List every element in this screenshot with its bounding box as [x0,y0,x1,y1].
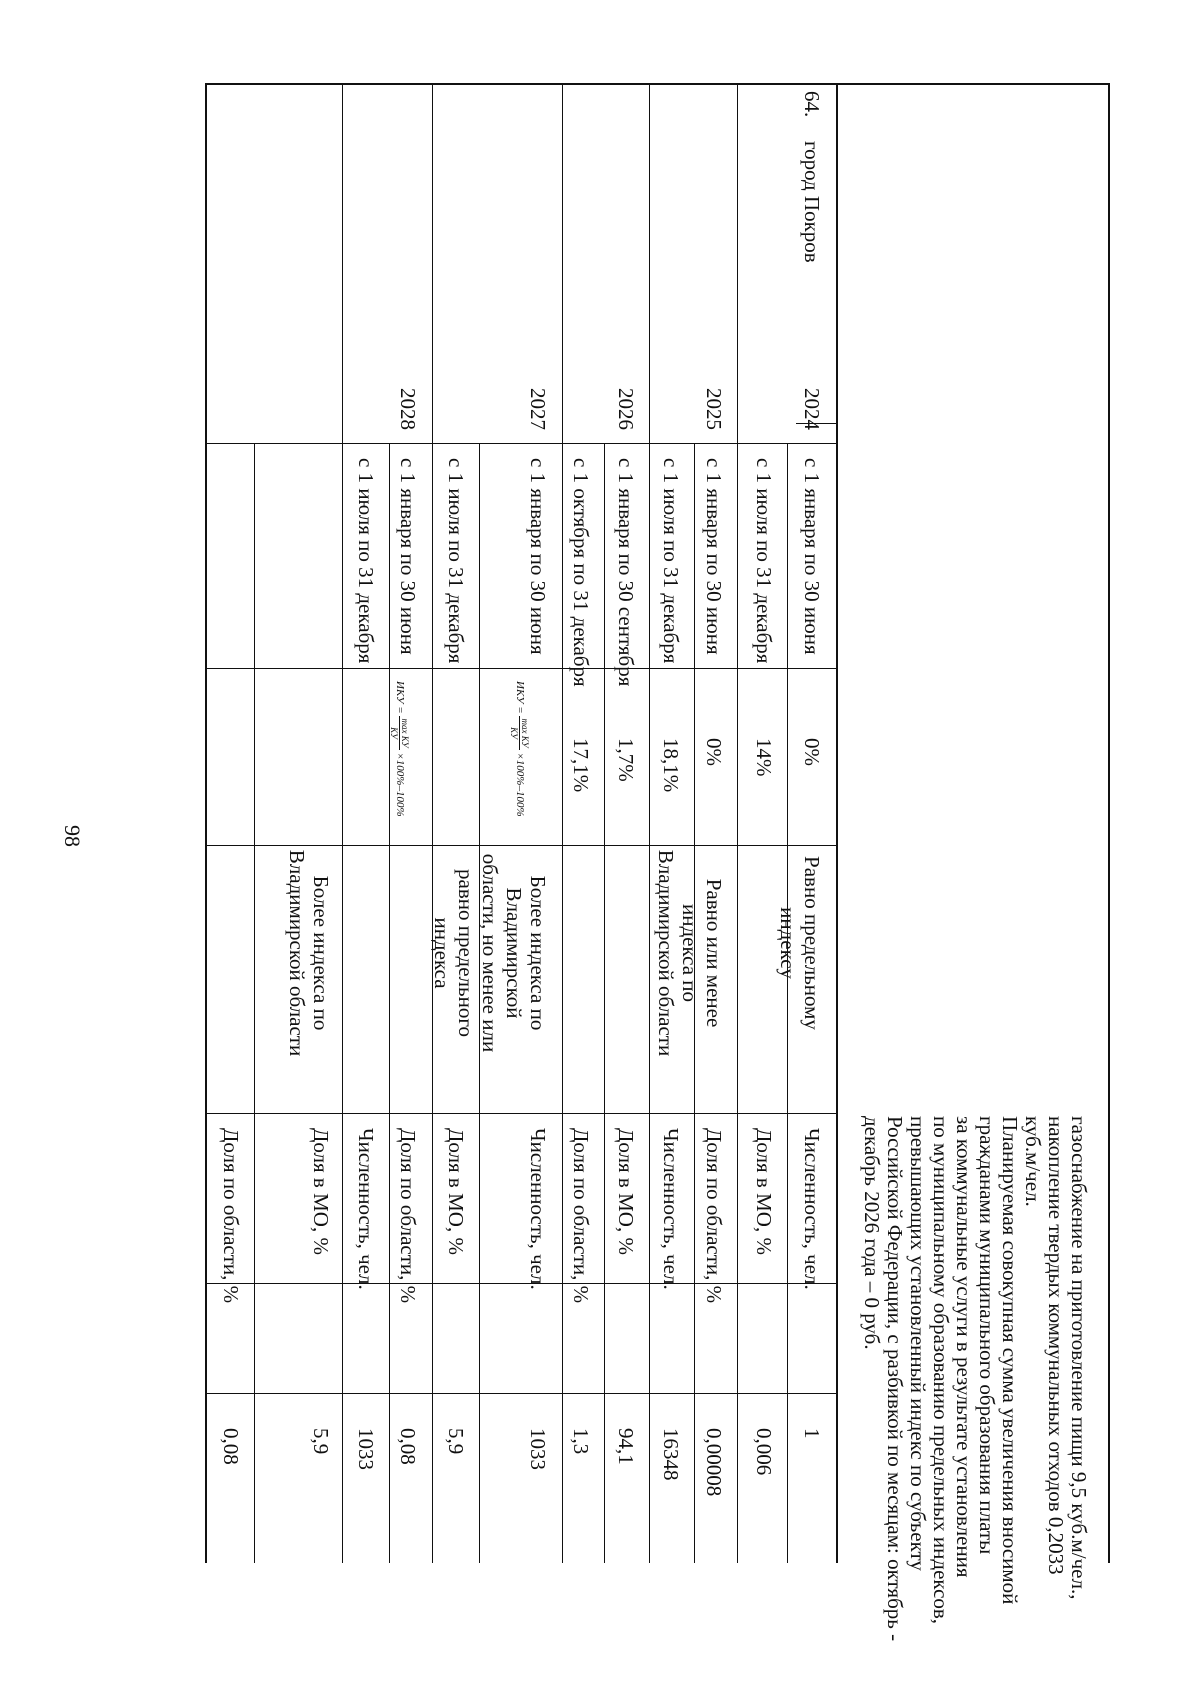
description-line: по муниципальному образованию предельных индексов, [929,1116,953,1625]
row-line [562,83,563,1563]
index-value: 18,1% [659,738,683,793]
period-cell: с 1 января по 30 сентября [614,458,638,687]
metric-label: Доля по области, % [219,1128,243,1304]
row-line [254,443,255,1563]
description-line: Планируемая совокупная сумма увеличения вносимой [998,1116,1022,1605]
description-line: превышающих установленный индекс по субъекту [906,1116,930,1571]
metric-value: 94,1 [614,1428,638,1465]
metric-label: Численность, чел. [526,1128,550,1290]
metric-value: 5,9 [444,1428,468,1455]
index-value: 17,1% [569,738,593,793]
index-value: 0% [800,738,824,766]
row-number: 64. [800,91,824,118]
column-divider [205,668,838,669]
table-border-bottom [206,83,208,1563]
municipality-name: город Покров [800,141,824,263]
index-value: 14% [752,738,776,777]
column-divider [205,1113,838,1114]
metric-value: 5,9 [309,1428,333,1455]
row-line [432,83,433,1563]
row-line [604,443,605,1563]
year-cell: 2026 [614,388,638,430]
period-cell: с 1 июля по 31 декабря [354,458,378,664]
row-line [342,83,343,1563]
metric-value: 1 [800,1428,824,1439]
metric-label: Доля по области, % [396,1128,420,1304]
metric-value: 1033 [526,1428,550,1470]
header-separator [837,83,839,1563]
metric-label: Доля по области, % [569,1128,593,1304]
metric-value: 1,3 [569,1428,593,1455]
period-cell: с 1 января по 30 июня [702,458,726,655]
year-cell: 2025 [702,388,726,430]
index-value: 1,7% [614,738,638,782]
period-cell: с 1 января по 30 июня [526,458,550,655]
period-cell: с 1 октября по 31 декабря [569,458,593,687]
metric-label: Доля в МО, % [752,1128,776,1255]
row-line [389,443,390,1563]
description-line: куб.м/чел. [1021,1116,1045,1207]
period-cell: с 1 июля по 31 декабря [444,458,468,664]
metric-label: Численность, чел. [354,1128,378,1290]
metric-value: 0,08 [396,1428,420,1465]
formula-2028: ИКУ = max КУ КУ ×100%–100% [389,681,410,817]
period-cell: с 1 января по 30 июня [800,458,824,655]
rotated-table [205,83,1110,1642]
metric-value: 0,006 [752,1428,776,1476]
column-divider [205,1393,838,1394]
metric-label: Доля в МО, % [309,1128,333,1255]
description-line: за коммунальные услуги в результате установления [952,1116,976,1578]
column-divider [205,845,838,846]
description-line: декабрь 2026 года – 0 руб. [860,1116,884,1350]
row-line [649,83,650,1563]
metric-value: 0,08 [219,1428,243,1465]
group-label: Более индекса по Владимирской области, но менее или равно предельного индекса [430,853,550,1053]
metric-label: Доля в МО, % [614,1128,638,1255]
page-number: 98 [60,825,85,847]
description-line: газоснабжение на приготовление пищи 9,5 куб.м/чел., [1067,1116,1091,1600]
table-border-left [205,83,1110,85]
metric-value: 16348 [659,1428,683,1481]
metric-label: Численность, чел. [800,1128,824,1290]
period-cell: с 1 июля по 31 декабря [752,458,776,664]
description-line: Российской Федерации, с разбивкой по месяцам: октябрь - [883,1116,907,1642]
column-divider [205,443,838,444]
index-value: 0% [702,738,726,766]
table-border-top [1109,83,1111,1563]
description-line: гражданами муниципального образования платы [975,1116,999,1555]
year-cell: 2028 [396,388,420,430]
metric-label: Доля по области, % [702,1128,726,1304]
year-cell: 2027 [526,388,550,430]
group-label: Более индекса по Владимирской области [285,849,333,1057]
year-cell: 2024 [800,388,824,430]
group-label: Равно или менее индекса по Владимирской области [654,849,726,1057]
metric-value: 0,00008 [702,1428,726,1497]
formula-2027: ИКУ = max КУ КУ ×100%–100% [509,681,530,817]
description-line: накопление твердых коммунальных отходов 0,2033 [1044,1116,1068,1575]
period-cell: с 1 июля по 31 декабря [659,458,683,664]
metric-value: 1033 [354,1428,378,1470]
column-divider [205,1283,838,1284]
metric-label: Доля в МО, % [444,1128,468,1255]
metric-label: Численность, чел. [659,1128,683,1290]
group-label: Равно предельному индексу [776,856,824,1030]
period-cell: с 1 января по 30 июня [396,458,420,655]
row-line [737,83,738,1563]
